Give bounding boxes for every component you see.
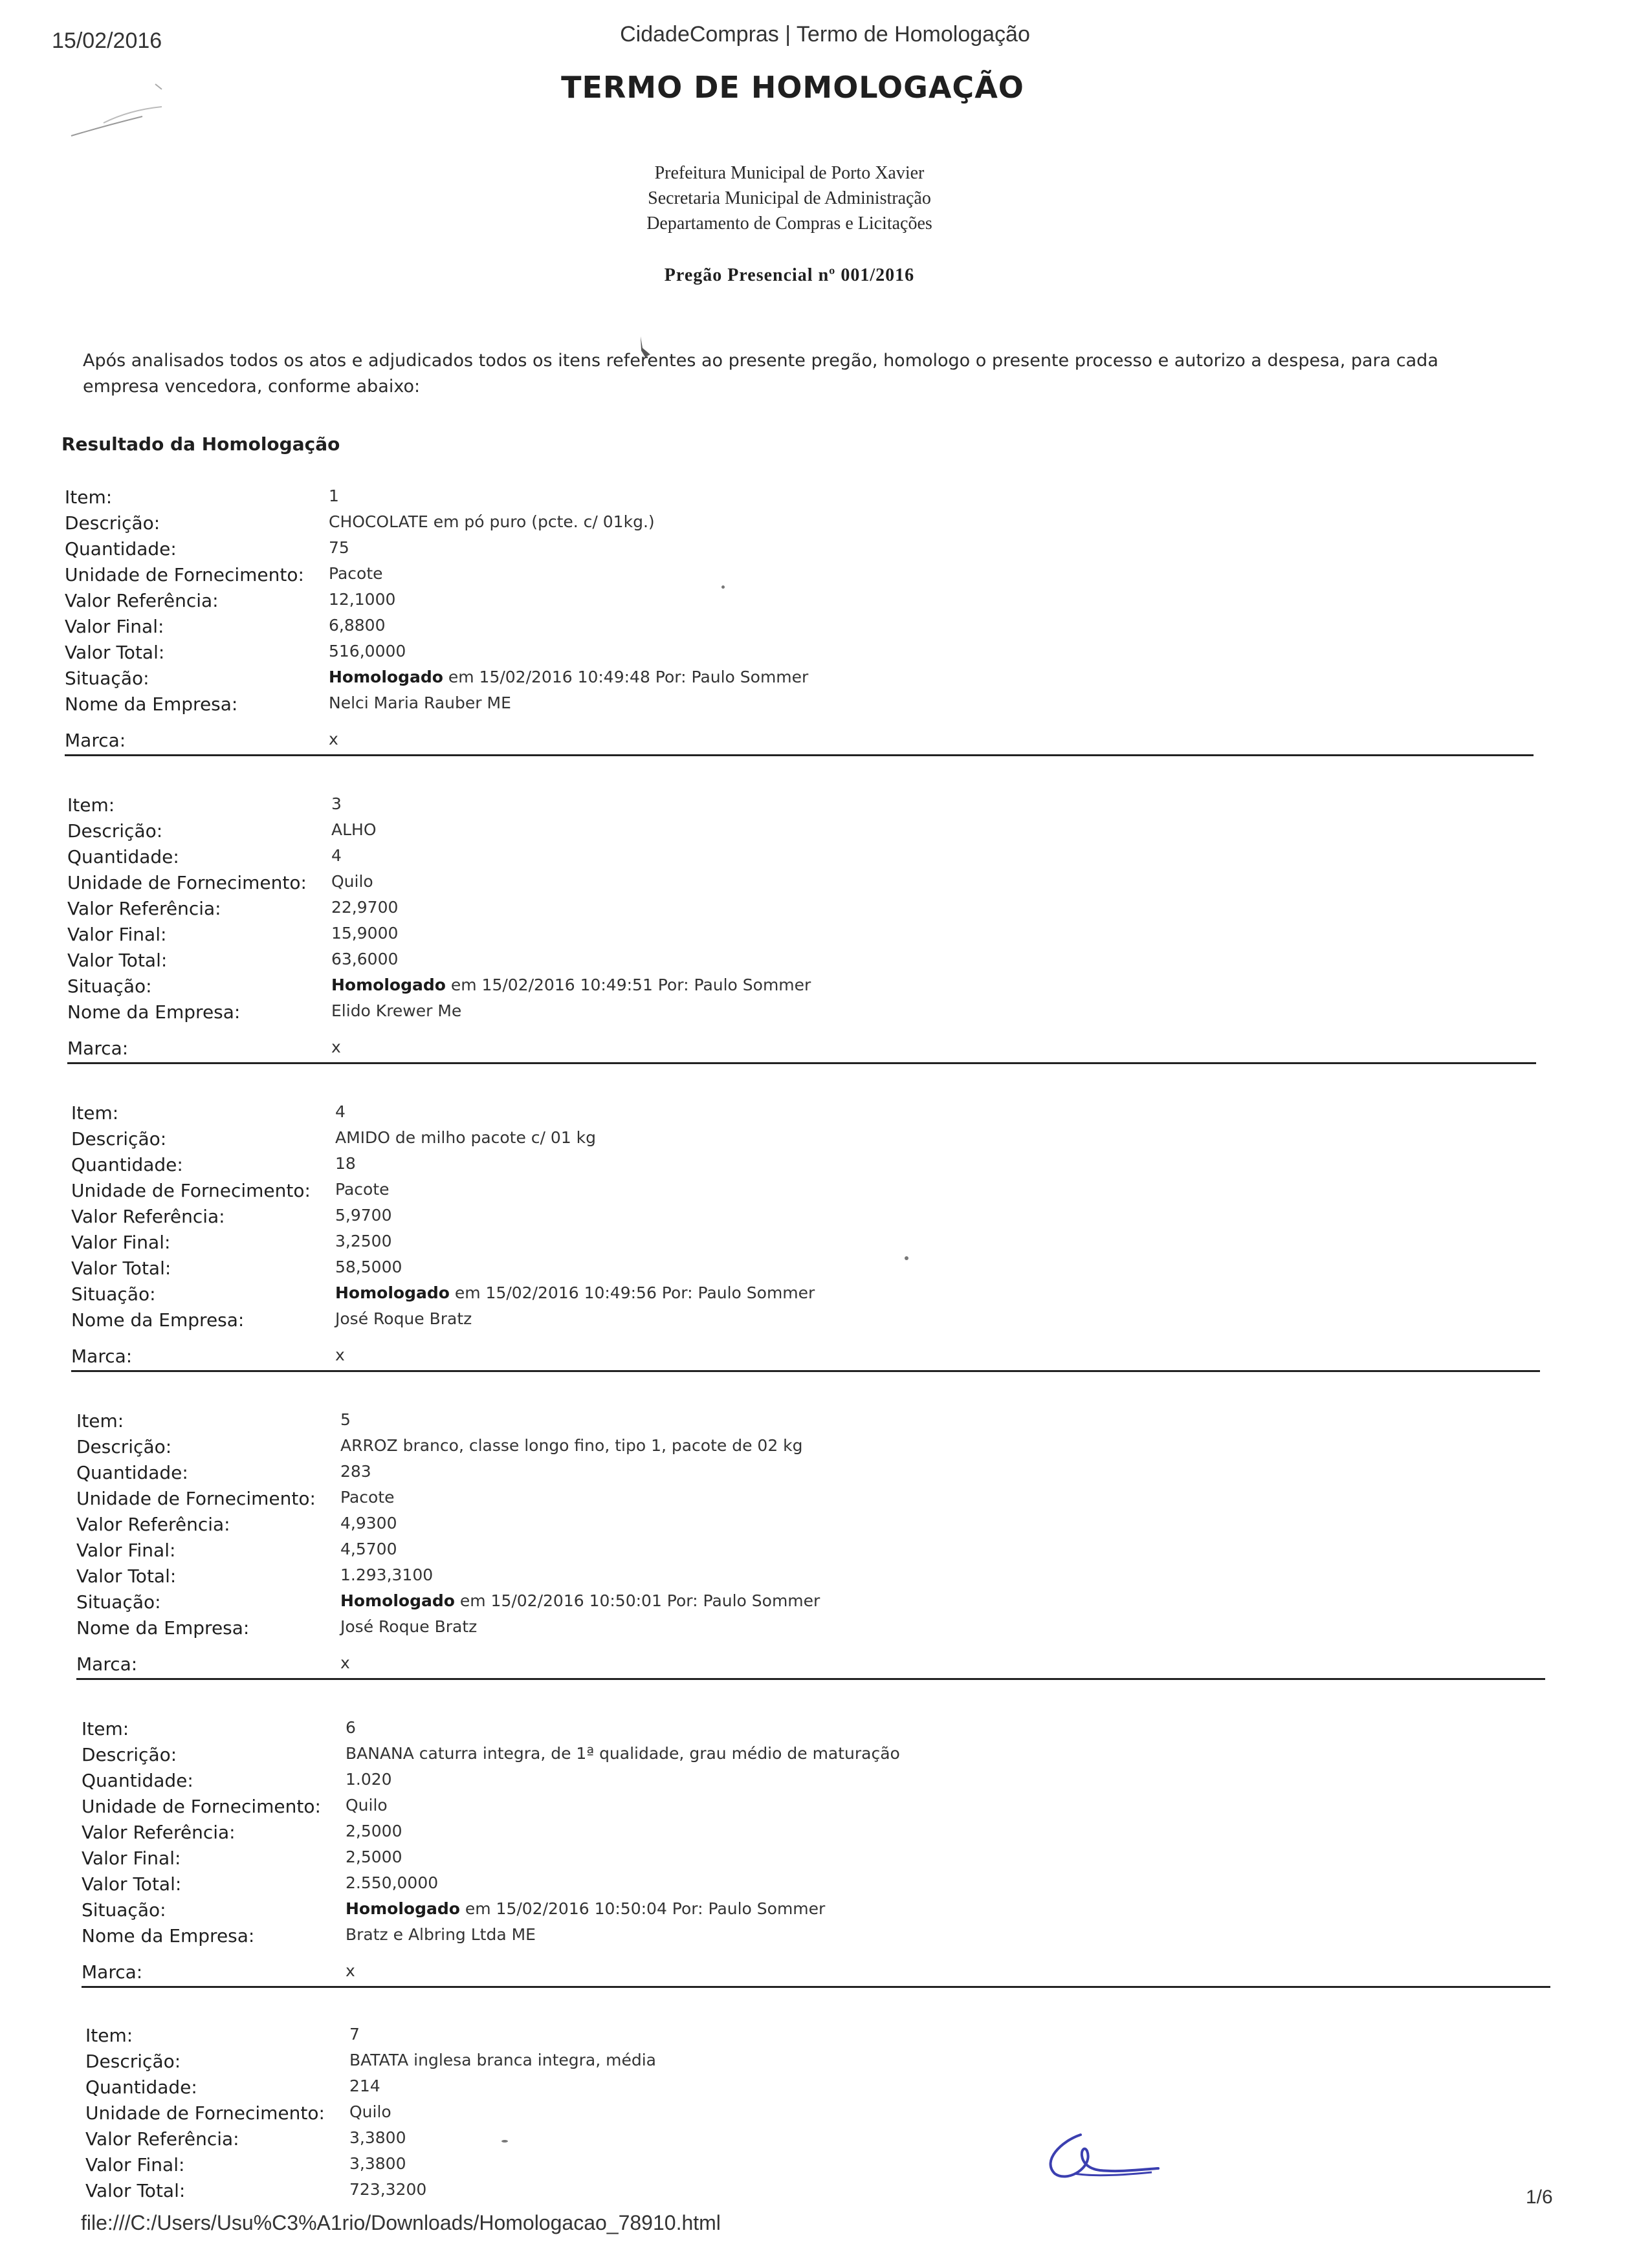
item-final-value-label: Valor Final: (67, 924, 167, 945)
item-final-value-label: Valor Final: (71, 1232, 171, 1253)
item-total-value-label: Valor Total: (67, 950, 168, 971)
item-number-label: Item: (82, 1718, 129, 1739)
item-status-value (329, 668, 808, 686)
item-number-label: Item: (76, 1410, 124, 1432)
item-final-value-value: 6,8800 (329, 616, 386, 635)
item-brand-value: x (331, 1038, 341, 1056)
status-detail: em 15/02/2016 10:49:56 Por: Paulo Sommer (449, 1283, 815, 1302)
signature-icon (1035, 2122, 1165, 2193)
item-company-label: Nome da Empresa: (76, 1617, 250, 1639)
item-status-label: Situação: (67, 976, 152, 997)
item-quantity-label: Quantidade: (65, 538, 177, 560)
status-badge: Homologado (340, 1591, 455, 1610)
item-separator (71, 1370, 1540, 1372)
item-brand-value: x (346, 1961, 355, 1980)
item-quantity-value: 283 (340, 1462, 371, 1481)
item-block (82, 1718, 1550, 2003)
item-total-value-label: Valor Total: (71, 1258, 171, 1279)
item-description-label: Descrição: (67, 820, 163, 842)
status-detail: em 15/02/2016 10:50:01 Por: Paulo Sommer (454, 1591, 820, 1610)
item-final-value-label: Valor Final: (82, 1848, 181, 1869)
item-total-value-value: 1.293,3100 (340, 1565, 434, 1584)
item-quantity-value: 214 (349, 2077, 380, 2095)
item-description-label: Descrição: (76, 1436, 172, 1457)
status-detail: em 15/02/2016 10:49:51 Por: Paulo Sommer (445, 976, 811, 994)
footer-file-path: file:///C:/Users/Usu%C3%A1rio/Downloads/Homologacao_78910.html (81, 2211, 721, 2234)
item-brand-label: Marca: (82, 1961, 143, 1983)
item-company-value: Nelci Maria Rauber ME (329, 693, 511, 712)
item-unit-label: Unidade de Fornecimento: (71, 1180, 311, 1201)
item-total-value-label: Valor Total: (76, 1565, 177, 1587)
item-reference-value-label: Valor Referência: (67, 898, 221, 919)
item-reference-value-label: Valor Referência: (65, 590, 219, 611)
item-quantity-label: Quantidade: (85, 2077, 197, 2098)
item-final-value-label: Valor Final: (76, 1540, 176, 1561)
intro-paragraph: Após analisados todos os atos e adjudicados todos os itens referentes ao presente pregão, homologo o presente processo e autorizo a despesa, para cada empresa vencedora, conforme abaixo: (83, 351, 1438, 397)
item-final-value-value: 4,5700 (340, 1540, 397, 1558)
item-reference-value-value: 2,5000 (346, 1822, 402, 1840)
item-total-value-value: 516,0000 (329, 642, 406, 660)
item-reference-value-label: Valor Referência: (76, 1514, 230, 1535)
item-final-value-label: Valor Final: (85, 2154, 185, 2175)
item-description-value: BATATA inglesa branca integra, média (349, 2051, 656, 2069)
item-description-value: BANANA caturra integra, de 1ª qualidade, grau médio de maturação (346, 1744, 900, 1763)
item-reference-value-label: Valor Referência: (85, 2128, 239, 2150)
item-unit-value: Quilo (346, 1796, 388, 1815)
item-status-value (340, 1591, 820, 1610)
item-unit-value: Pacote (335, 1180, 390, 1199)
org-line: Departamento de Compras e Licitações (646, 213, 932, 234)
item-unit-label: Unidade de Fornecimento: (76, 1488, 316, 1509)
item-quantity-value: 4 (331, 846, 342, 865)
item-separator (76, 1678, 1545, 1680)
item-block (71, 1102, 1540, 1387)
item-number-value: 6 (346, 1718, 356, 1737)
status-badge: Homologado (346, 1899, 460, 1918)
item-reference-value-label: Valor Referência: (82, 1822, 236, 1843)
item-reference-value-value: 12,1000 (329, 590, 396, 609)
item-separator (67, 1062, 1536, 1064)
item-company-label: Nome da Empresa: (71, 1309, 245, 1331)
item-company-value: José Roque Bratz (340, 1617, 478, 1636)
scan-speck (721, 585, 725, 589)
item-block (65, 486, 1534, 771)
item-description-value: ARROZ branco, classe longo fino, tipo 1, pacote de 02 kg (340, 1436, 803, 1455)
item-total-value-value: 58,5000 (335, 1258, 402, 1276)
item-number-value: 1 (329, 486, 339, 505)
item-total-value-value: 723,3200 (349, 2180, 427, 2199)
item-description-value: ALHO (331, 820, 377, 839)
item-unit-value: Quilo (349, 2102, 391, 2121)
item-number-value: 3 (331, 794, 342, 813)
item-quantity-value: 1.020 (346, 1770, 392, 1789)
item-company-value: Elido Krewer Me (331, 1001, 462, 1020)
status-badge: Homologado (331, 976, 446, 994)
item-number-value: 5 (340, 1410, 351, 1429)
item-reference-value-value: 22,9700 (331, 898, 399, 917)
status-badge: Homologado (335, 1283, 450, 1302)
item-reference-value-label: Valor Referência: (71, 1206, 225, 1227)
item-unit-label: Unidade de Fornecimento: (67, 872, 307, 893)
item-total-value-label: Valor Total: (65, 642, 165, 663)
item-number-value: 7 (349, 2025, 360, 2044)
item-quantity-value: 75 (329, 538, 349, 557)
scan-speck (501, 2140, 508, 2143)
item-quantity-value: 18 (335, 1154, 356, 1173)
item-company-label: Nome da Empresa: (67, 1001, 241, 1023)
item-quantity-label: Quantidade: (71, 1154, 183, 1175)
result-heading: Resultado da Homologação (61, 433, 340, 455)
item-brand-label: Marca: (67, 1038, 129, 1059)
status-badge: Homologado (329, 668, 443, 686)
item-description-value: AMIDO de milho pacote c/ 01 kg (335, 1128, 597, 1147)
item-number-label: Item: (65, 486, 113, 508)
item-unit-value: Quilo (331, 872, 373, 891)
status-detail: em 15/02/2016 10:50:04 Por: Paulo Sommer (459, 1899, 826, 1918)
item-brand-value: x (340, 1653, 350, 1672)
item-status-label: Situação: (82, 1899, 166, 1921)
item-brand-value: x (329, 730, 338, 748)
item-unit-value: Pacote (340, 1488, 395, 1507)
item-status-value (346, 1899, 825, 1918)
item-unit-value: Pacote (329, 564, 383, 583)
item-total-value-label: Valor Total: (85, 2180, 186, 2201)
item-reference-value-value: 3,3800 (349, 2128, 406, 2147)
item-unit-label: Unidade de Fornecimento: (82, 1796, 321, 1817)
page-number: 1/6 (1526, 2186, 1553, 2208)
org-line: Secretaria Municipal de Administração (648, 188, 931, 208)
item-description-label: Descrição: (82, 1744, 177, 1765)
item-quantity-label: Quantidade: (82, 1770, 193, 1791)
item-status-value (331, 976, 811, 994)
header-title: CidadeCompras | Termo de Homologação (620, 22, 1030, 47)
item-unit-label: Unidade de Fornecimento: (65, 564, 304, 585)
item-total-value-label: Valor Total: (82, 1873, 182, 1895)
page-title: TERMO DE HOMOLOGAÇÃO (561, 70, 1024, 105)
item-description-label: Descrição: (65, 512, 160, 534)
item-separator (65, 754, 1534, 756)
item-status-value (335, 1283, 815, 1302)
item-reference-value-value: 5,9700 (335, 1206, 392, 1225)
item-number-value: 4 (335, 1102, 346, 1121)
item-description-value: CHOCOLATE em pó puro (pcte. c/ 01kg.) (329, 512, 655, 531)
item-status-label: Situação: (71, 1283, 156, 1305)
item-brand-value: x (335, 1346, 345, 1364)
organization-block (0, 160, 1579, 236)
item-number-label: Item: (85, 2025, 133, 2046)
item-separator (82, 1986, 1550, 1988)
item-reference-value-value: 4,9300 (340, 1514, 397, 1532)
item-company-label: Nome da Empresa: (82, 1925, 255, 1946)
item-unit-label: Unidade de Fornecimento: (85, 2102, 325, 2124)
item-final-value-value: 2,5000 (346, 1848, 402, 1866)
status-detail: em 15/02/2016 10:49:48 Por: Paulo Sommer (443, 668, 809, 686)
item-company-value: José Roque Bratz (335, 1309, 472, 1328)
item-final-value-value: 3,2500 (335, 1232, 392, 1250)
item-number-label: Item: (67, 794, 115, 816)
header-date: 15/02/2016 (52, 28, 162, 53)
item-description-label: Descrição: (85, 2051, 181, 2072)
item-block (67, 794, 1536, 1079)
item-total-value-value: 2.550,0000 (346, 1873, 439, 1892)
org-line: Prefeitura Municipal de Porto Xavier (654, 163, 925, 183)
item-company-value: Bratz e Albring Ltda ME (346, 1925, 536, 1944)
item-number-label: Item: (71, 1102, 119, 1124)
item-company-label: Nome da Empresa: (65, 693, 238, 715)
item-status-label: Situação: (76, 1591, 161, 1613)
item-brand-label: Marca: (71, 1346, 133, 1367)
pregao-number: Pregão Presencial nº 001/2016 (664, 265, 915, 285)
scan-speck (905, 1256, 908, 1260)
item-final-value-value: 3,3800 (349, 2154, 406, 2173)
item-block (76, 1410, 1545, 1695)
item-total-value-value: 63,6000 (331, 950, 399, 968)
item-final-value-label: Valor Final: (65, 616, 164, 637)
item-quantity-label: Quantidade: (67, 846, 179, 867)
item-brand-label: Marca: (76, 1653, 138, 1675)
item-brand-label: Marca: (65, 730, 126, 751)
item-description-label: Descrição: (71, 1128, 167, 1150)
item-quantity-label: Quantidade: (76, 1462, 188, 1483)
item-status-label: Situação: (65, 668, 149, 689)
item-final-value-value: 15,9000 (331, 924, 399, 943)
